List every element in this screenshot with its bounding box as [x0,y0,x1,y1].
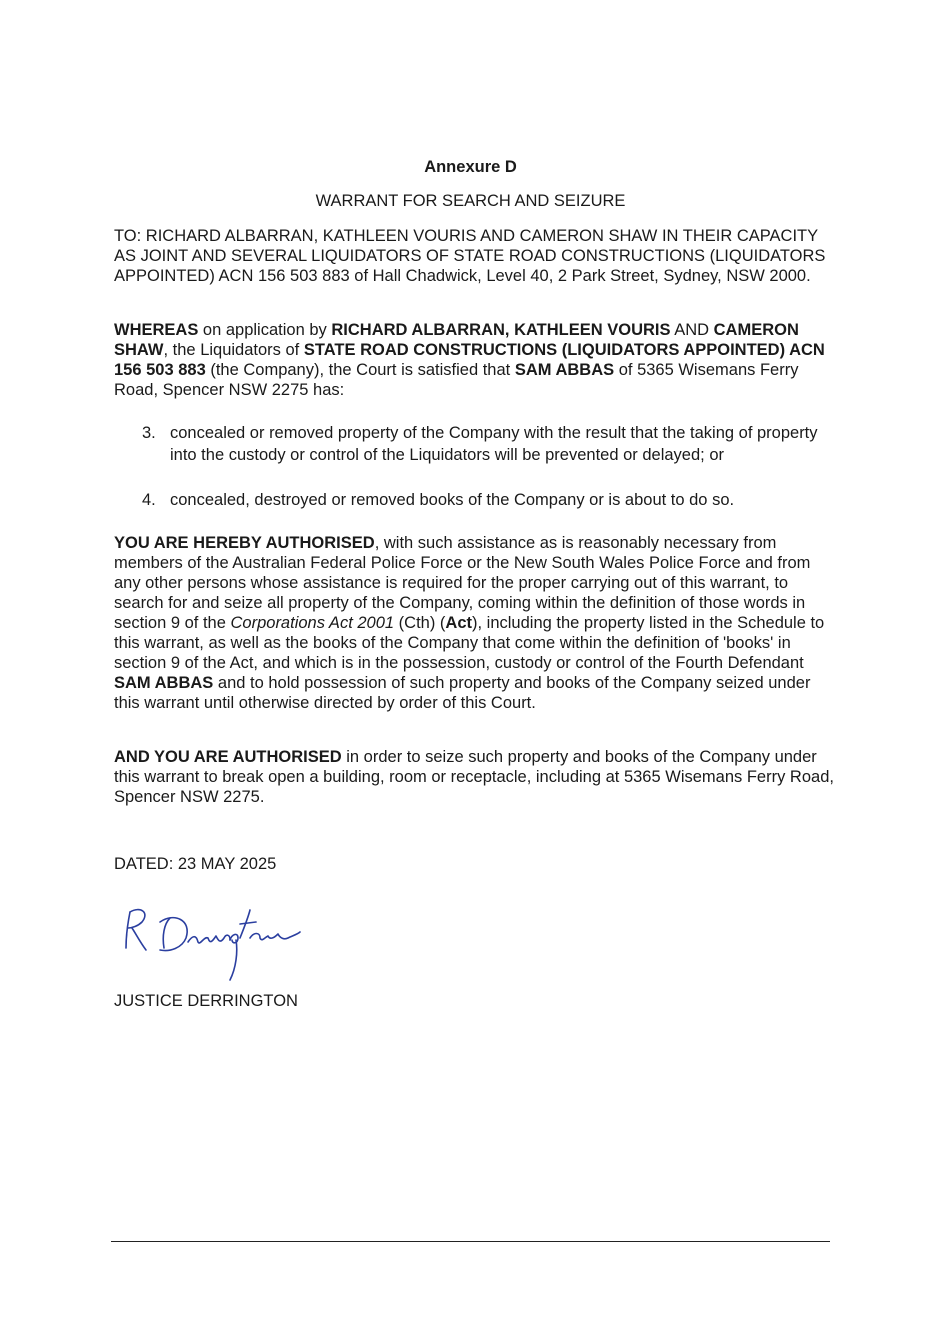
list-item-text: concealed or removed property of the Company with the result that the taking of property into the custody or control of the Liquidators will be prevented or delayed; or [170,424,818,464]
whereas-text: on application by [198,321,332,339]
break-open-text: in order to seize such property and books of the Company under this warrant to break open a building, room or receptacle, including at 5365 Wisemans Ferry Road, Spencer NSW 2275. [114,748,834,806]
list-item [142,422,832,466]
authorisation-text: (Cth) ( [394,614,446,632]
defendant-name: SAM ABBAS [514,361,615,379]
applicant-names: RICHARD ALBARRAN, KATHLEEN VOURIS [331,321,671,339]
list-item-number: 4. [142,491,156,509]
signature-text: R Derrington [112,898,118,899]
addressee-paragraph: TO: RICHARD ALBARRAN, KATHLEEN VOURIS AND CAMERON SHAW IN THEIR CAPACITY AS JOINT AND SEVERAL LIQUIDATORS OF STATE ROAD CONSTRUCTIONS (LIQUIDATORS APPOINTED) ACN 156 503 883 of Hall Chadwick, Level 40, 2 Park Street, Sydney, NSW 2000. [114,227,826,285]
justice-name: JUSTICE DERRINGTON [114,992,298,1010]
authorisation-paragraph [114,533,834,713]
act-title: Corporations Act 2001 [230,614,395,632]
act-abbreviation: Act [445,614,473,632]
whereas-text: (the Company), the Court is satisfied that [205,361,515,379]
whereas-keyword: WHEREAS [114,321,199,339]
dated-line: DATED: 23 MAY 2025 [114,855,277,873]
break-open-paragraph [114,747,834,807]
whereas-text: , the Liquidators of [163,341,304,359]
whereas-paragraph [114,320,834,400]
list-item-text: concealed, destroyed or removed books of the Company or is about to do so. [170,491,735,509]
annexure-title: Annexure D [424,158,517,176]
applicant-name-last: CAMERON SHAW [114,321,799,359]
list-item-number: 3. [142,424,156,442]
authorised-keyword: YOU ARE HEREBY AUTHORISED [114,534,375,552]
whereas-text: AND [670,321,714,339]
warrant-heading: WARRANT FOR SEARCH AND SEIZURE [315,192,626,210]
defendant-name: SAM ABBAS [114,674,214,692]
whereas-text: of 5365 Wisemans Ferry Road, Spencer NSW 2275 has: [114,361,799,399]
list-item [142,489,832,511]
company-name: STATE ROAD CONSTRUCTIONS (LIQUIDATORS APPOINTED) ACN 156 503 883 [114,341,825,379]
authorised-keyword: AND YOU ARE AUTHORISED [114,748,342,766]
authorisation-text: and to hold possession of such property and books of the Company seized under this warrant until otherwise directed by order of this Court. [114,674,811,712]
footer-divider [111,1241,830,1242]
authorisation-text: , with such assistance as is reasonably necessary from members of the Australian Federal Police Force or the New South Wales Police Force and from any other persons whose assistance is required for the proper carrying out of this warrant, to search for and seize all property of the Company, coming within the definition of those words in section 9 of the [114,534,811,632]
authorisation-text: ), including the property listed in the Schedule to this warrant, as well as the books of the Company that come within the definition of 'books' in section 9 of the Act, and which is in the possession, custody or control of the Fourth Defendant [114,614,825,672]
signature [112,898,322,988]
